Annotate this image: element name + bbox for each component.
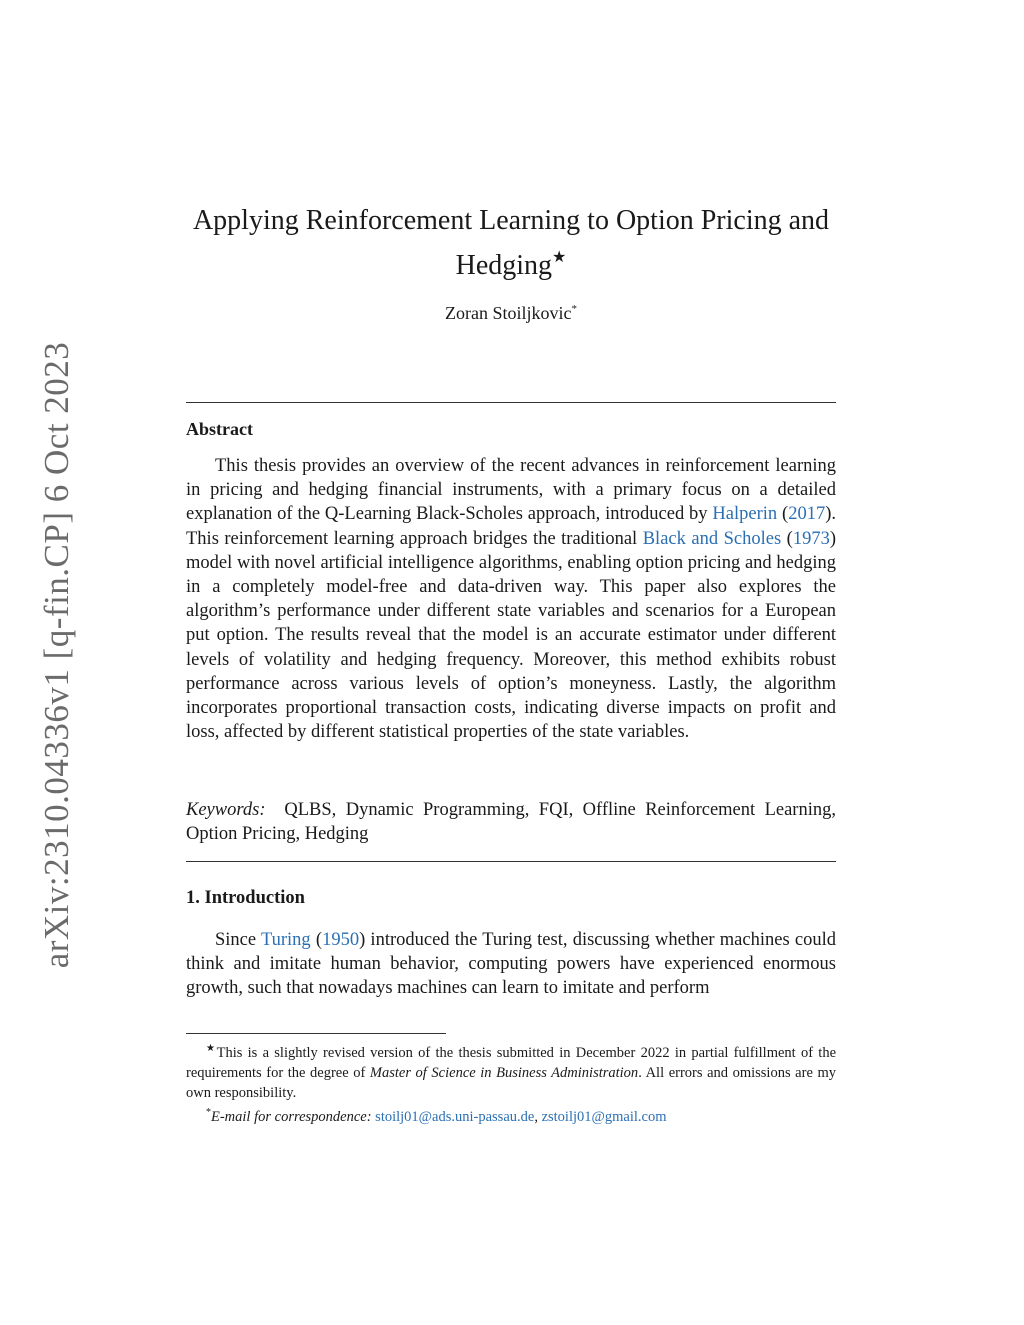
- paper-title: [186, 202, 836, 284]
- footnote-2: [186, 1103, 836, 1127]
- abstract-text: (: [777, 504, 789, 525]
- abstract-text: ). This reinforcement learning approach bridges the traditional: [186, 504, 836, 549]
- author-line: [186, 303, 836, 324]
- citation-black-scholes[interactable]: Black and Scholes: [642, 528, 782, 549]
- keywords-list: QLBS, Dynamic Programming, FQI, Offline Reinforcement Learning, Option Pricing, Hedging: [186, 800, 836, 845]
- footnote-2-mark: *: [206, 1106, 211, 1118]
- citation-turing[interactable]: Turing: [260, 930, 311, 950]
- introduction-paragraph: [186, 928, 836, 1001]
- title-line-2: Hedging: [455, 250, 553, 281]
- footnote-1-text: This is a slightly revised version of the thesis submitted in December 2022 in partial fulfillment of the requirements for the degree of: [186, 1044, 837, 1081]
- author-name: Zoran Stoiljkovic: [445, 303, 572, 323]
- section-heading-introduction: 1. Introduction: [186, 888, 305, 908]
- abstract-body: [186, 454, 836, 744]
- citation-halperin-year[interactable]: 2017: [788, 504, 826, 525]
- citation-black-scholes-year[interactable]: 1973: [792, 528, 830, 549]
- abstract-text: This thesis provides an overview of the recent advances in reinforcement learning in pricing and hedging financial instruments, with a primary focus on a detailed explanation of the Q-Learning Black-Scholes approach, introduced by: [186, 456, 836, 525]
- author-footnote-mark: *: [571, 303, 577, 315]
- intro-text: ) introduced the Turing test, discussing whether machines could think and imitate human behavior, computing powers have experienced enormous growth, such that nowadays machines can learn to imitate and perform: [186, 930, 836, 999]
- abstract-bottom-rule: [186, 861, 836, 862]
- email-link-gmail[interactable]: zstoilj01@gmail.com: [541, 1108, 667, 1125]
- intro-text: (: [310, 930, 323, 950]
- title-footnote-star: ★: [552, 249, 567, 266]
- citation-halperin[interactable]: Halperin: [712, 504, 778, 525]
- footnote-1: [186, 1039, 836, 1103]
- abstract-heading: Abstract: [186, 419, 253, 439]
- footnote-1-mark: ★: [206, 1043, 217, 1054]
- abstract-text: ) model with novel artificial intelligence algorithms, enabling option pricing and hedging in a completely model-free and data-driven way. This paper also explores the algorithm’s performance under different state variables and scenarios for a European put option. The results reveal that the model is an accurate estimator under different levels of volatility and hedging frequency. Moreover, this method exhibits robust performance across various levels of option’s moneyness. Lastly, the algorithm incorporates proportional transaction costs, indicating diverse impacts on profit and loss, affected by different statistical properties of the state variables.: [186, 528, 836, 743]
- title-line-1: Applying Reinforcement Learning to Option Pricing and: [192, 205, 830, 236]
- intro-text: Since: [215, 930, 261, 950]
- abstract-top-rule: [186, 402, 836, 403]
- footnote-1-degree: Master of Science in Business Administration: [369, 1064, 639, 1081]
- citation-turing-year[interactable]: 1950: [322, 930, 360, 950]
- arxiv-identifier-stamp: arXiv:2310.04336v1 [q-fin.CP] 6 Oct 2023: [37, 341, 76, 969]
- abstract-text: (: [781, 528, 793, 549]
- email-separator: ,: [534, 1108, 542, 1125]
- keywords: [186, 798, 836, 846]
- keywords-label: Keywords:: [186, 800, 266, 820]
- footnote-2-label: E-mail for correspondence:: [211, 1108, 372, 1125]
- footnote-1-text: . All errors and omissions are my own responsibility.: [186, 1064, 836, 1101]
- footnotes: [186, 1039, 836, 1127]
- email-link-uni-passau[interactable]: stoilj01@ads.uni-passau.de: [375, 1108, 535, 1125]
- footnote-rule: [186, 1033, 446, 1034]
